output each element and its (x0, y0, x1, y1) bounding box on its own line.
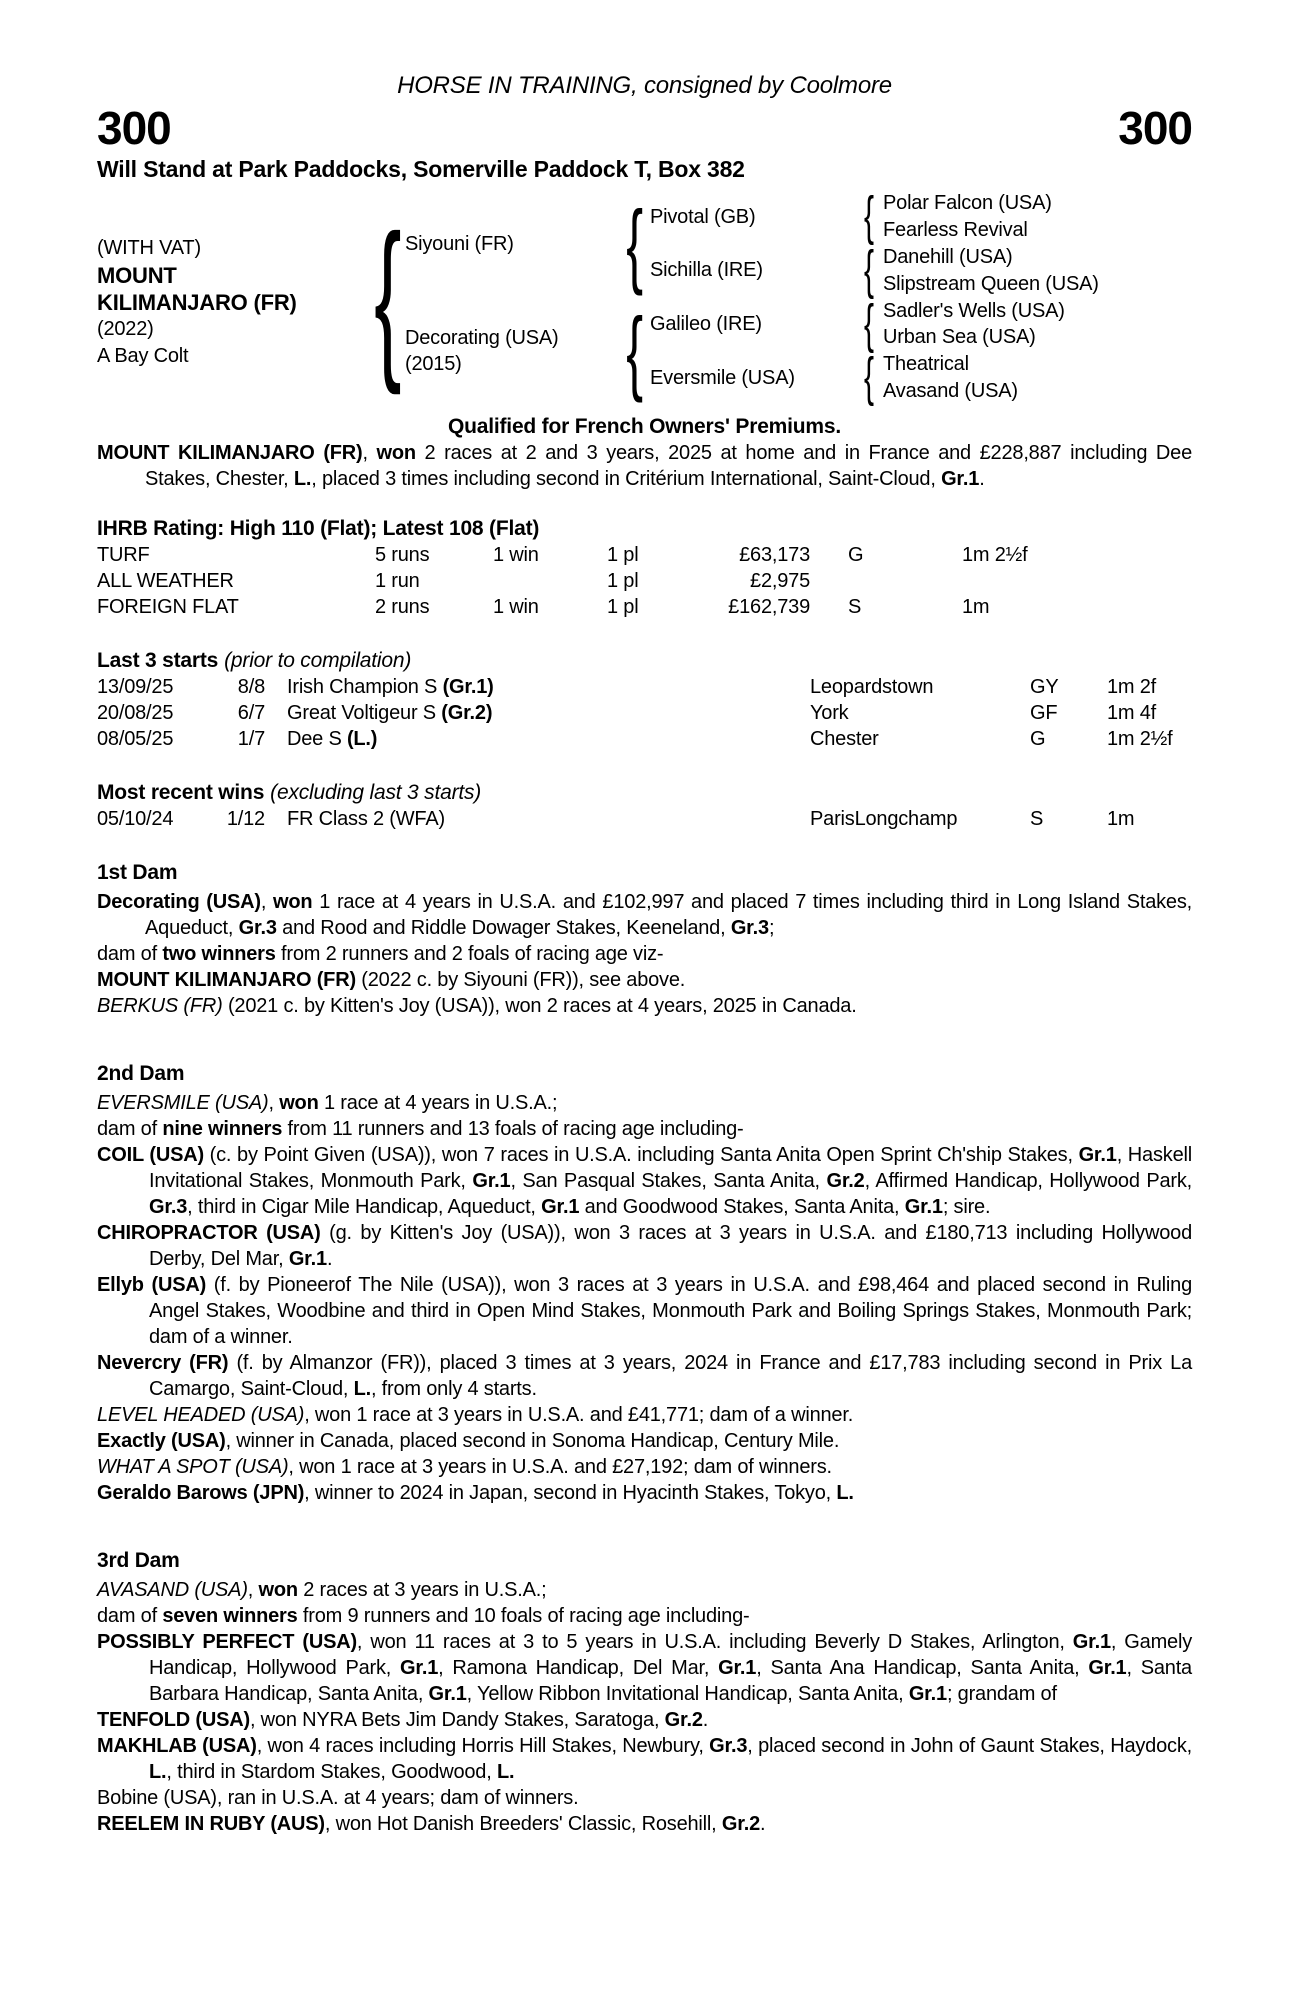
pedigree-brace-icon: { (864, 293, 874, 354)
earnings-value: £63,173 (739, 544, 810, 567)
dam-name: Decorating (USA) (405, 326, 559, 349)
last-3-starts-heading (97, 648, 1192, 674)
start-row (97, 674, 1192, 700)
consignment-title: HORSE IN TRAINING, consigned by Coolmore (397, 72, 892, 99)
offspring-entry: MOUNT KILIMANJARO (FR) (2022 c. by Siyouni (FR)), see above. (97, 969, 686, 992)
race-distance: 1m 2f (1107, 676, 1157, 699)
dam-description: EVERSMILE (USA), won 1 race at 4 years in U.S.A.; (97, 1092, 558, 1115)
going: G (1030, 728, 1046, 751)
section-note: (prior to compilation) (224, 649, 412, 673)
pedigree-brace-icon: { (864, 185, 874, 247)
recent-wins-heading (97, 780, 1192, 806)
granddam-name: Sichilla (IRE) (650, 259, 763, 282)
race-date: 05/10/24 (97, 808, 174, 831)
great-grandparent-name: Avasand (USA) (883, 379, 1018, 402)
going: GF (1030, 702, 1058, 725)
racecourse: Leopardstown (810, 676, 934, 699)
earnings-value: £2,975 (750, 570, 810, 593)
race-record-summary: MOUNT KILIMANJARO (FR), won 2 races at 2 and 3 years, 2025 at home and in France and £228,887 including Dee Stakes, Chester, L., placed 3 times including second in Critérium International, Saint-Cloud, Gr.1. (97, 442, 1192, 491)
granddam-name: Eversmile (USA) (650, 366, 795, 389)
distance-value: 1m (962, 596, 990, 619)
places-value: 1 pl (607, 570, 639, 593)
offspring-entry: COIL (USA) (c. by Point Given (USA)), won 7 races in U.S.A. including Santa Anita Open Sprint Ch'ship Stakes, Gr.1, Haskell Invitational Stakes, Monmouth Park, Gr.1, San Pasqual Stakes, Santa Anita, Gr.2, Affirmed Handicap, Hollywood Park, Gr.3, third in Cigar Mile Handicap, Aqueduct, Gr.1 and Goodwood Stakes, Santa Anita, Gr.1; sire. (97, 1144, 1193, 1219)
pedigree-brace-icon: { (626, 190, 644, 296)
rating-row-foreign-flat (97, 594, 1192, 620)
great-grandparent-name: Urban Sea (USA) (883, 326, 1036, 349)
start-row (97, 726, 1192, 752)
race-name: Irish Champion S (Gr.1) (287, 676, 494, 699)
race-distance: 1m (1107, 808, 1135, 831)
offspring-entry: BERKUS (FR) (2021 c. by Kitten's Joy (USA)), won 2 races at 4 years, 2025 in Canada. (97, 995, 857, 1018)
offspring-entry: MAKHLAB (USA), won 4 races including Horris Hill Stakes, Newbury, Gr.3, placed second in John of Gaunt Stakes, Haydock, L., third in Stardom Stakes, Goodwood, L. (97, 1735, 1192, 1784)
dam-description: Decorating (USA), won 1 race at 4 years in U.S.A. and £102,997 and placed 7 times including third in Long Island Stakes, Aqueduct, Gr.3 and Rood and Riddle Dowager Stakes, Keeneland, Gr.3; (97, 891, 1192, 940)
stand-location-line: Will Stand at Park Paddocks, Somerville Paddock T, Box 382 (97, 156, 745, 182)
racecourse: Chester (810, 728, 879, 751)
places-value: 1 pl (607, 544, 639, 567)
recent-wins-section (97, 780, 1192, 832)
pedigree-subject (97, 225, 370, 370)
lot-number-left: 300 (97, 102, 171, 154)
dam-produce-summary: dam of seven winners from 9 runners and 10 foals of racing age including- (97, 1605, 750, 1628)
race-date: 20/08/25 (97, 702, 174, 725)
offspring-entry: CHIROPRACTOR (USA) (g. by Kitten's Joy (USA)), won 3 races at 3 years in U.S.A. and £180,713 including Hollywood Derby, Del Mar, Gr.1. (97, 1222, 1192, 1271)
race-name: Great Voltigeur S (Gr.2) (287, 702, 493, 725)
offspring-entry: POSSIBLY PERFECT (USA), won 11 races at 3 to 5 years in U.S.A. including Beverly D Stakes, Arlington, Gr.1, Gamely Handicap, Hollywood Park, Gr.1, Ramona Handicap, Del Mar, Gr.1, Santa Ana Handicap, Santa Anita, Gr.1, Santa Barbara Handicap, Santa Anita, Gr.1, Yellow Ribbon Invitational Handicap, Santa Anita, Gr.1; grandam of (97, 1631, 1193, 1706)
second-dam-section (97, 1061, 1192, 1506)
distance-value: 1m 2½f (962, 544, 1028, 567)
offspring-entry: LEVEL HEADED (USA), won 1 race at 3 years in U.S.A. and £41,771; dam of a winner. (97, 1404, 854, 1427)
win-row (97, 806, 1192, 832)
start-row (97, 700, 1192, 726)
rating-heading: IHRB Rating: High 110 (Flat); Latest 108 (Flat) (97, 517, 540, 541)
going-value (810, 568, 962, 594)
earnings-value: £162,739 (728, 596, 810, 619)
race-distance: 1m 2½f (1107, 728, 1173, 751)
racecourse: ParisLongchamp (810, 808, 958, 831)
pedigree-brace-icon: { (864, 346, 874, 407)
finish-position: 6/7 (237, 702, 265, 725)
places-value: 1 pl (607, 596, 639, 619)
grand-offspring-entry: Exactly (USA), winner in Canada, placed second in Sonoma Handicap, Century Mile. (97, 1430, 840, 1453)
dam-section-heading: 3rd Dam (97, 1549, 180, 1573)
great-grandparent-name: Sadler's Wells (USA) (883, 299, 1065, 322)
offspring-entry: Nevercry (FR) (f. by Almanzor (FR)), placed 3 times at 3 years, 2024 in France and £17,783 including second in Prix La Camargo, Saint-Cloud, L., from only 4 starts. (97, 1352, 1192, 1401)
wins-value (493, 568, 607, 594)
going: S (1030, 808, 1044, 831)
first-dam-section (97, 860, 1192, 1019)
pedigree-brace-icon: { (373, 198, 402, 396)
lot-number-right: 300 (1118, 102, 1192, 154)
dam-section-heading: 1st Dam (97, 861, 178, 885)
dam-description: AVASAND (USA), won 2 races at 3 years in U.S.A.; (97, 1579, 547, 1602)
lot-number-row (97, 104, 1192, 154)
race-name: FR Class 2 (WFA) (287, 808, 445, 831)
race-date: 08/05/25 (97, 728, 174, 751)
great-grandparent-name: Polar Falcon (USA) (883, 192, 1052, 215)
offspring-entry: Bobine (USA), ran in U.S.A. at 4 years; dam of winners. (97, 1787, 579, 1810)
section-title: Last 3 starts (97, 649, 219, 673)
vat-note: (WITH VAT) (97, 236, 201, 259)
distance-value (962, 568, 1192, 594)
runs-value: 1 run (375, 570, 420, 593)
runs-value: 5 runs (375, 544, 430, 567)
horse-name-line1: MOUNT (97, 262, 177, 288)
offspring-entry: Ellyb (USA) (f. by Pioneerof The Nile (USA)), won 3 races at 3 years in U.S.A. and £98,464 and placed second in Ruling Angel Stakes, Woodbine and third in Open Mind Stakes, Monmouth Park and Boiling Springs Stakes, Monmouth Park; dam of a winner. (97, 1274, 1193, 1349)
third-dam-section (97, 1548, 1192, 1837)
going-value: S (848, 596, 862, 619)
horse-name-line2: KILIMANJARO (FR) (97, 289, 297, 315)
race-date: 13/09/25 (97, 676, 174, 699)
sire-name: Siyouni (FR) (405, 232, 514, 255)
offspring-entry: WHAT A SPOT (USA), won 1 race at 3 years in U.S.A. and £27,192; dam of winners. (97, 1456, 832, 1479)
racecourse: York (810, 702, 849, 725)
surface-label: FOREIGN FLAT (97, 596, 239, 619)
finish-position: 1/12 (226, 808, 265, 831)
last-3-starts-section (97, 648, 1192, 752)
rating-row-turf (97, 542, 1192, 568)
section-title: Most recent wins (97, 781, 265, 805)
great-grandparent-name: Slipstream Queen (USA) (883, 272, 1099, 295)
great-grandparent-name: Theatrical (883, 353, 969, 376)
section-note: (excluding last 3 starts) (270, 781, 482, 805)
wins-value: 1 win (493, 544, 539, 567)
runs-value: 2 runs (375, 596, 430, 619)
grandsire-name: Pivotal (GB) (650, 205, 756, 228)
finish-position: 1/7 (237, 728, 265, 751)
pedigree-brace-icon: { (626, 298, 644, 404)
horse-colour-sex: A Bay Colt (97, 344, 189, 367)
race-distance: 1m 4f (1107, 702, 1157, 725)
going-value: G (848, 544, 864, 567)
qualified-premiums-line: Qualified for French Owners' Premiums. (448, 415, 841, 439)
surface-label: ALL WEATHER (97, 570, 234, 593)
grand-offspring-entry: TENFOLD (USA), won NYRA Bets Jim Dandy Stakes, Saratoga, Gr.2. (97, 1709, 709, 1732)
dam-produce-summary: dam of two winners from 2 runners and 2 foals of racing age viz- (97, 943, 664, 966)
grand-offspring-entry: Geraldo Barows (JPN), winner to 2024 in Japan, second in Hyacinth Stakes, Tokyo, L. (97, 1482, 854, 1505)
rating-row-all-weather (97, 568, 1192, 594)
surface-label: TURF (97, 544, 150, 567)
great-grandparent-name: Danehill (USA) (883, 245, 1013, 268)
going: GY (1030, 676, 1059, 699)
finish-position: 8/8 (237, 676, 265, 699)
grand-offspring-entry: REELEM IN RUBY (AUS), won Hot Danish Breeders' Classic, Rosehill, Gr.2. (97, 1813, 766, 1836)
dam-section-heading: 2nd Dam (97, 1062, 185, 1086)
rating-section (97, 516, 1192, 620)
dam-name-block (405, 325, 620, 377)
pedigree-brace-icon: { (864, 239, 874, 300)
dam-year: (2015) (405, 352, 462, 375)
grandsire-name: Galileo (IRE) (650, 312, 762, 335)
wins-value: 1 win (493, 596, 539, 619)
race-name: Dee S (L.) (287, 728, 378, 751)
dam-produce-summary: dam of nine winners from 11 runners and 13 foals of racing age including- (97, 1118, 744, 1141)
pedigree-table (97, 185, 1192, 407)
horse-foaling-year: (2022) (97, 317, 154, 340)
great-grandparent-name: Fearless Revival (883, 219, 1028, 242)
